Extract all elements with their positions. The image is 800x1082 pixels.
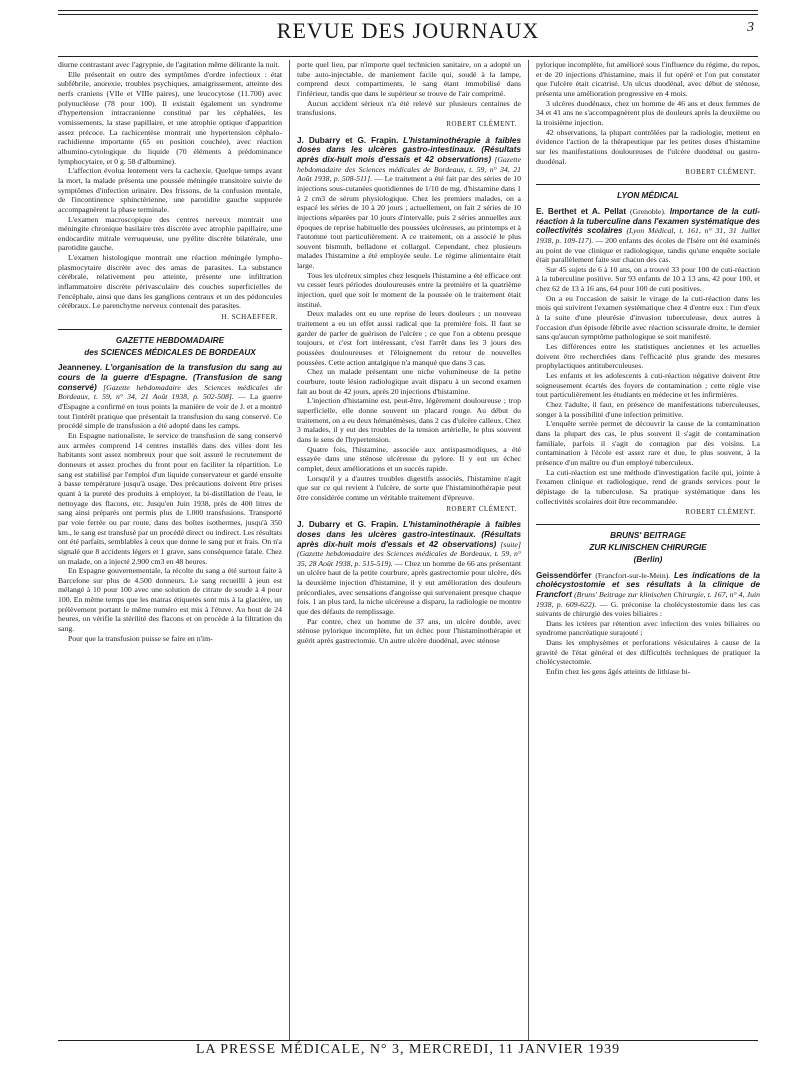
- article-lead: [536, 571, 760, 619]
- journal-section-title: REVUE DES JOURNAUX: [276, 18, 540, 43]
- paragraph: Chez l'adulte, il faut, en présence de manifestations tuberculeuses, songer à la possibilité d'une infection primitive.: [536, 400, 760, 419]
- paragraph: Par contre, chez un homme de 37 ans, un ulcère double, avec sténose pylorique incomplète, fut un échec pour l'histaminothérapie et guérit après gastrectomie. Un autre ulcère duodénal, avec sténose: [297, 616, 521, 646]
- article-text: — Le traitement a été fait par des séries de 10 injections sous-cutanées quotidiennes de 1/10 de mg. d'histamine dans 1 à 2 cm3 de sérum physiologique. Chez les premiers malades, on a espacé les séries de 10 à 20 jours ; actuellement, on fait 2 séries de 10 injections séparées par 10 jours d'intervalle, puis 2 séries annuelles aux époques de reprise habituelle des poussées ulcéreuses, au printemps et à l'automne tout particulièrement. A ce traitement, on a associé le plus souvent bismuth, belladone et collargol. Cependant, chez plusieurs malades l'histamine a été employée seule. Le régime alimentaire était large.: [297, 174, 521, 271]
- paragraph: L'examen macroscopique des centres nerveux montrait une méningite chronique basilaire très discrète avec atrophie papillaire, une endocardite mitrale verruqueuse, une pyélite discrète bilatérale, une parotidite gauche.: [58, 214, 282, 253]
- column-2: [297, 60, 521, 1038]
- paragraph: L'examen histologique montrait une réaction méningée lympho-plasmocytaire discrète avec des amas de parasites. La substance cérébrale, relativement peu atteinte, présente une infiltration inflammatoire discrète périvasculaire des couches superficielles de l'encéphale, ainsi que dans les ganglions centraux et un des pédoncules cérébraux. Le parenchyme nerveux contenait des parasites.: [58, 253, 282, 311]
- header-rule-bottom: [58, 56, 758, 57]
- article-histaminotherapy-1: [297, 136, 521, 515]
- paragraph: Chez un malade présentant une niche volumineuse de la petite courbure, toute lésion radiologique avait disparu à un second examen fait au bout de 42 jours, après 20 injections d'histamine.: [297, 367, 521, 396]
- article-title: L'histaminothérapie à faibles doses dans les ulcères gastro-intestinaux. (Résultats après dix-huit mois d'essais et 42 observations): [297, 135, 521, 164]
- article-histaminotherapy-2: [297, 520, 521, 646]
- page-number: 3: [747, 20, 754, 35]
- paragraph: diurne contrastant avec l'agrypnie, de l'agitation même délirante la nuit.: [58, 60, 280, 69]
- article-author: E. Berthet et A. Pellat: [536, 206, 627, 216]
- paragraph: L'affection évolua lentement vers la cachexie. Quelque temps avant la mort, la malade présenta une poussée méningée transitoire suivie de symptômes d'infection urinaire. Des frissons, de la confusion mentale, de l'incontinence sphinctérienne, une parotidite gauche suppurée accompagnèrent la phase terminale.: [58, 166, 282, 214]
- article-author: Geissendörfer: [536, 570, 592, 580]
- paragraph: Deux malades ont eu une reprise de leurs douleurs ; un nouveau traitement a eu un effet aussi radical que la première fois. Il faut se garder de parler de guérison de l'ulcère ; ce que l'on a obtenu presque toujours, et c'est fort intéressant, c'est l'arrêt dans les 3 jours des poussées douloureuses et l'éloignement du retour de nouvelles poussées. Cette action antalgique n'a manqué que dans 3 cas.: [297, 309, 521, 367]
- article-lead: [297, 136, 521, 271]
- article-lead: [297, 520, 521, 617]
- paragraph: Aucun accident sérieux n'a été relevé sur plusieurs centaines de transfusions.: [297, 98, 521, 118]
- running-header: [58, 8, 758, 54]
- article-text: — Chez un homme de 66 ans présentant un ulcère haut de la petite courbure, après gastrectomie pour ulcère, dès la deuxième injection d'histamine, il y eut amélioration des douleurs précordiales, avec sensations d'angoisse qui survenaient presque chaque fois. 1 an plus tard, la niche ulcéreuse a disparu, la radiologie ne montre que des défauts de remplissage.: [297, 558, 521, 617]
- article-place: (Grenoble).: [629, 206, 666, 216]
- column-1: [58, 60, 282, 1038]
- article-author: J. Dubarry et G. Frapin.: [297, 135, 399, 145]
- article-title: Les indications de la cholécystostomie et ses résultats à la clinique de Francfort: [536, 570, 760, 599]
- paragraph: En Espagne gouvernementale, la récolte du sang a été surtout faite à Barcelone sur plus de 4.500 donneurs. Le sang recueilli à jeun est mélangé à 10 pour 100 avec une solution de citrate de soude à 4 pour 100. En même temps que les matras étiquetés sont mis à la glacière, un prélèvement portant le même numéro est mis à l'étuve. Au bout de 24 heures, on vérifie la stérilité des flacons et on procède à la filtration du sang.: [58, 566, 282, 634]
- article-cholecystostomy: [536, 571, 760, 677]
- paragraph: Dans les ictères par rétention avec infection des voies biliaires ou syndrome pancréatique surajouté ;: [536, 618, 760, 638]
- paragraph: Les différences entre les statistiques anciennes et les actuelles doivent être recherchées dans l'efficacité plus grande des mesures prophylactiques antituberculeuses.: [536, 342, 760, 371]
- column-3: [536, 60, 760, 1038]
- article-columns: [58, 60, 760, 1038]
- paragraph: Dans les emphysèmes et perforations vésiculaires à cause de la gravité de l'état général et des difficultés techniques de pratiquer la cholécystectomie.: [536, 638, 760, 667]
- paragraph: L'injection d'histamine est, peut-être, légèrement douloureuse ; trop superficielle, elle donne souvent un placard rouge. Au début du traitement, on a eu deux hématémèses, dans 2 cas d'ulcère calleux. Chez 3 malades, il y eut des troubles de la tension artérielle, le plus souvent dans le sens de l'hypertension.: [297, 396, 521, 444]
- section-subtitle: des SCIENCES MÉDICALES DE BORDEAUX: [84, 347, 256, 357]
- article-author: J. Dubarry et G. Frapin.: [297, 520, 399, 530]
- paragraph: Les enfants et les adolescents à cuti-réaction négative doivent être soigneusement écartés des foyers de contamination ; cette règle vise tout particulièrement les étudiants en médecine et les infirmières.: [536, 371, 760, 400]
- article-text: — La guerre d'Espagne a confirmé en tous points la manière de voir de J. et a montré tout l'intérêt pratique que présentait la transfusion du sang conservé. Ce procédé simple de transfusion a été adopté dans les camps.: [58, 392, 282, 431]
- article-transfusion: [58, 363, 282, 643]
- section-rule: [536, 524, 760, 525]
- paragraph: Lorsqu'il y a d'autres troubles digestifs associés, l'histamine n'agit que sur ce qui revient à l'ulcère, de sorte que l'histaminothérapie peut être considérée comme un véritable traitement d'épreuve.: [297, 473, 521, 502]
- paragraph: L'enquête serrée permet de découvrir la cause de la contamination dans la plupart des cas, le plus souvent il s'agit de contamination familiale, parfois il s'agit de contagion par des voisins. La contamination à l'école est assez rare et due, le plus souvent, à la présence d'un maître ou d'un employé tuberculeux.: [536, 419, 760, 467]
- paragraph: En Espagne nationaliste, le service de transfusion de sang conservé aux armées comprend 14 centres installés dans des villes dont les habitants sont assez nombreux pour que soit assuré le recrutement de donneurs et assez proches du front pour en faciliter la répartition. Le sang est stabilisé par l'emploi d'un liquide conservateur et gardé ensuite à basse température jusqu'à usage. Des précautions doivent être prises quant à la pureté des produits à employer, la bi-distillation de l'eau, le nettoyage des flacons, etc. Jusqu'en Juin 1938, près de 400 litres de sang ainsi préparés ont permis plus de 1.000 transfusions. Transporté par voie ferrée ou par route, dans des boîtes isothermes, jusqu'à 350 km., le sang est transfusé par un procédé direct ou indirect. Les résultats ont été parfaits, semblables à ceux que donne le sang pur et frais. On n'a signalé que 8 accidents légers et 1 grave, sans conséquence fatale. Chez un malade, on a injecté 2.900 cm3 en 48 heures.: [58, 430, 282, 566]
- article-author: Jeanneney.: [58, 363, 102, 373]
- footer-rule: [58, 1040, 758, 1041]
- section-subtitle: ZUR KLINISCHEN CHIRURGIE: [589, 542, 707, 552]
- article-reference: (Lyon Médical, t. 161, n° 31, 31 Juillet 1938, p. 109-117).: [536, 226, 760, 245]
- paragraph: Pour que la transfusion puisse se faire en n'im-: [68, 633, 213, 643]
- paragraph: Enfin chez les gens âgés atteints de lithiase bi-: [546, 667, 691, 677]
- article-reference: [Gazette hebdomadaire des Sciences médicales de Bordeaux, t. 59, n° 34, 21 Août 1938, p. 502-508].: [58, 382, 282, 402]
- paragraph: 3 ulcères duodénaux, chez un homme de 46 ans et deux femmes de 34 et 41 ans ne s'accompagnèrent plus de douleurs après la deuxième ou la troisième injection.: [536, 98, 760, 127]
- paragraph: La cuti-réaction est une méthode d'investigation facile qui, jointe à l'examen clinique et radiologique, rend de grands services pour le dépistage de la tuberculose. Sa pratique systématique dans les collectivités scolaires doit être recommandée.: [536, 467, 760, 506]
- paragraph: On a eu l'occasion de saisir le virage de la cuti-réaction dans les mois qui suivirent l'examen systématique chez 4 d'entre eux : l'un d'eux à la suite d'une pleurésie d'invasion tuberculeuse, deux autres à l'occasion d'un épisode fébrile avec réaction scissurale droite, le dernier sans qu'aucun symptôme pathologique se soit manifesté.: [536, 293, 760, 342]
- section-title: LYON MÉDICAL: [617, 190, 679, 200]
- signature: ROBERT CLÉMENT.: [685, 508, 756, 517]
- section-rule: [536, 184, 760, 185]
- article-text: — G. préconise la cholécystostomie dans les cas suivants de chirurgie des voies biliaires :: [536, 599, 760, 619]
- article-lead: [58, 363, 282, 431]
- paragraph: Quatre fois, l'histamine, associée aux antispasmodiques, a été essayée dans une sténose ulcéreuse du pylore. Il y eut un échec complet, deux améliorations et un succès rapide.: [297, 444, 521, 473]
- section-city: (Berlin): [633, 554, 663, 564]
- paragraph: Tous les ulcéreux simples chez lesquels l'histamine a été efficace ont vu cesser leurs périodes douloureuses entre la première et la quatrième injection, quel que soit le moment de la poussée où le traitement était institué.: [297, 270, 521, 309]
- signature: ROBERT CLÉMENT.: [685, 168, 756, 177]
- running-footer: LA PRESSE MÉDICALE, N° 3, MERCREDI, 11 JANVIER 1939: [195, 1042, 621, 1057]
- article-reference: [Gazette hebdomadaire des Sciences médicales de Bordeaux, t. 59, n° 34, 21 Août 1938, p. 508-511].: [297, 154, 521, 184]
- signature: ROBERT CLÉMENT.: [446, 119, 517, 128]
- section-rule: [58, 329, 282, 330]
- paragraph: Sur 45 sujets de 6 à 10 ans, on a trouvé 33 pour 100 de cuti-réaction à la tuberculine positive. Sur 93 enfants de 10 à 13 ans, 42 pour 100, et chez 62 de 13 à 16 ans, 64 pour 100 de cuti positives.: [536, 264, 760, 294]
- article-place: (Francfort-sur-le-Mein).: [595, 570, 671, 580]
- article-cuti-reaction: [536, 207, 760, 518]
- signature: ROBERT CLÉMENT.: [446, 504, 517, 513]
- paragraph: 42 observations, la plupart contrôlées par la radiologie, mettent en évidence l'action de la thérapeutique par les petites doses d'histamine sur les manifestations douloureuses de l'ulcère duodénal ou gastro-duodénal.: [536, 127, 760, 166]
- article-reference: [suite] (Gazette hebdomadaire des Sciences médicales de Bordeaux, t. 59, n° 35, 28 Août 1938, p. 515-519).: [297, 539, 521, 568]
- article-title: Importance de la cuti-réaction à la tuberculine dans l'examen systématique des collectivités scolaires: [536, 206, 760, 236]
- article-text: — 200 enfants des écoles de l'Isère ont été examinés au point de vue clinique et radiologique, tandis qu'une enquête sociale était parallèlement faite sur chacun des cas.: [536, 235, 760, 265]
- article-lead: [536, 207, 760, 265]
- paragraph: pylorique incomplète, fut amélioré sous l'influence du régime, du repos, et de 20 injections d'histamine, mais il fut opéré et l'on put constater que l'ulcère était cicatrisé. Un ulcus duodénal, avec début de sténose, présenta une amélioration progressive en 4 mois.: [536, 60, 760, 98]
- section-title: GAZETTE HEBDOMADAIRE: [115, 335, 225, 345]
- paragraph: Elle présentait en outre des symptômes d'ordre infectieux : état subfébrile, anorexie, troubles psychiques, amaigrissement, atteinte des nerfs craniens (VIIe et VIIIe paires), une leucocytose (11.700) avec polynucléose (78 pour 100). Il existait également un syndrome d'hypertension intracranienne constitué par les céphalées, les vomissements, la stase papillaire, et une atrophie optique d'apparition assez précoce. La rachicentèse montrait une hypertension céphalo-rachidienne importante (65 en position couchée), avec réaction albumino-cytologique du liquide (70 éléments à prédominance lymphocytaire, et 0 g. 58 d'albumine).: [58, 69, 282, 166]
- paragraph: porte quel lieu, par n'importe quel technicien sanitaire, on a adopté un tube auto-injectable, de maniement facile qui, soudé à la lampe, comprend deux compartiments, le sang étant immobilisé dans l'inférieur, tandis que dans le supérieur se trouve de l'air comprimé.: [297, 60, 521, 98]
- section-title: BRUNS' BEITRAGE: [610, 530, 686, 540]
- article-reference: (Bruns' Beitrage zur klinischen Chirurgie, t. 167, n° 4, Juin 1938, p. 609-622).: [536, 589, 760, 609]
- signature: H. SCHAEFFER.: [221, 313, 278, 322]
- article-title: L'organisation de la transfusion du sang au cours de la guerre d'Espagne. (Transfusion de sang conservé): [58, 363, 282, 392]
- article-title: L'histaminothérapie à faibles doses dans les ulcères gastro-intestinaux. (Résultats après dix-huit mois d'essais et 42 observations): [297, 520, 521, 549]
